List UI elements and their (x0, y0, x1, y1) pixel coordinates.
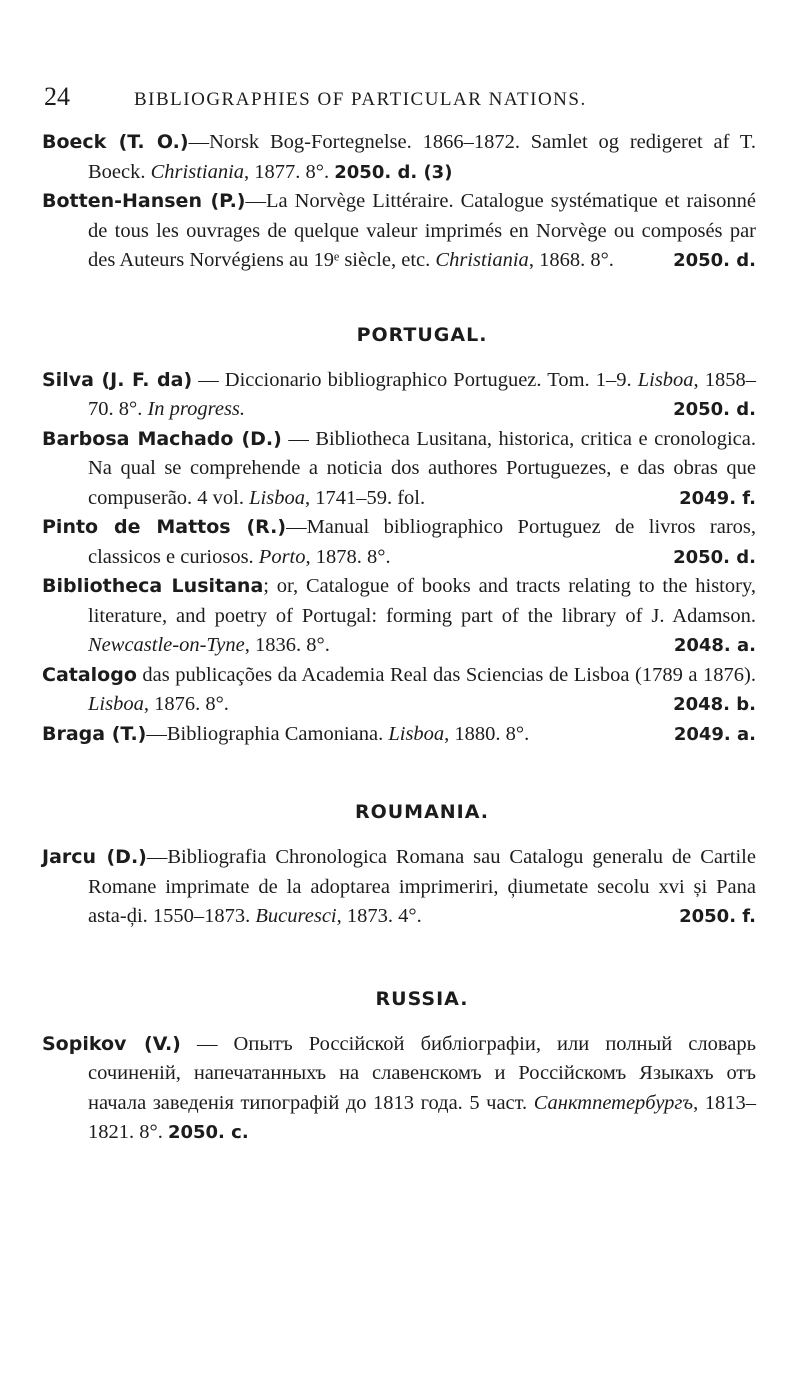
entry-place: Lisboa (249, 486, 305, 509)
shelfmark: 2050. f. (679, 906, 756, 927)
entry-braga (42, 720, 756, 750)
section-heading-russia: RUSSIA. (375, 987, 469, 1010)
entry-pinto-de-mattos (42, 513, 756, 572)
entry-boeck (42, 128, 756, 187)
entry-bibliotheca-lusitana (42, 572, 756, 661)
entry-sopikov (42, 1030, 756, 1148)
section-heading-portugal: PORTUGAL. (356, 323, 488, 346)
entry-text: —Norsk Bog-Fortegnelse. 1866–1872. Samlet og redigeret af T. Boeck. (88, 131, 756, 183)
entry-place: Christiania (150, 160, 245, 183)
entry-place: Lisboa (388, 722, 445, 745)
entry-tail: , 1873. 4°. (336, 905, 422, 927)
shelfmark: 2050. c. (167, 1122, 249, 1143)
entry-author: Botten-Hansen (P.) (42, 190, 246, 212)
entry-tail: , 1878. 8°. (305, 545, 391, 568)
entry-catalogo-academia (42, 661, 756, 720)
shelfmark: 2050. d. (3) (334, 161, 453, 183)
entry-status: In progress. (147, 398, 246, 420)
section-heading-roumania: ROUMANIA. (354, 801, 490, 823)
entry-author: Barbosa Machado (D.) (42, 427, 282, 450)
entry-tail: , 1858–70. 8°. (88, 368, 757, 420)
entry-tail: , 1836. 8°. (244, 634, 330, 656)
entry-text: — Опытъ Россійской библіографіи, или полный словарь сочиненій, напечатанныхъ на славенскомъ и Россійскомъ Языкахъ отъ начала заведенія типографій до 1813 года. 5 част. (88, 1032, 756, 1114)
entry-text: ; or, Catalogue of books and tracts relating to the history, literature, and poetry of Portugal: forming part of the library of J. Adamson. (88, 575, 756, 627)
entry-author: Pinto de Mattos (R.) (42, 516, 287, 538)
entry-text: —La Norvège Littéraire. Catalogue systématique et raisonné de tous les ouvrages de quelque valeur imprimés en Norvège ou composés par des Auteurs Norvégiens au 19ᵉ siècle, etc. (88, 190, 757, 271)
entry-place: Porto (258, 545, 306, 568)
entry-silva (42, 366, 756, 425)
entry-place: Bucuresci (255, 905, 337, 927)
entry-text: —Manual bibliographico Portuguez de livros raros, classicos e curiosos. (88, 516, 756, 568)
entry-author: Jarcu (D.) (42, 846, 147, 868)
entry-place: Lisboa (88, 693, 144, 715)
entry-place: Lisboa (637, 368, 694, 391)
shelfmark: 2048. a. (673, 635, 756, 656)
page-number: 24 (44, 82, 70, 111)
entry-tail: , 1880. 8°. (444, 722, 530, 745)
entry-author: Silva (J. F. da) (42, 368, 193, 391)
shelfmark: 2050. d. (673, 399, 756, 420)
running-head (44, 82, 756, 112)
shelfmark: 2050. d. (673, 546, 756, 568)
entry-tail: , 1741–59. fol. (304, 486, 426, 509)
shelfmark: 2048. b. (673, 694, 756, 715)
page-content (42, 128, 757, 1148)
entry-text: —Bibliografia Chronologica Romana sau Catalogu generalu de Cartile Romane imprimate de la adoptarea imprimeriri, ḑiumetate secolu xvi și Pana asta-ḑi. 1550–1873. (88, 846, 756, 927)
entry-text: — Diccionario bibliographico Portuguez. Tom. 1–9. (192, 368, 638, 391)
entry-place: Санктпетербургъ (533, 1091, 694, 1114)
entry-author: Catalogo (42, 663, 137, 686)
entry-author: Boeck (T. O.) (42, 131, 189, 153)
entry-tail: , 1876. 8°. (143, 693, 229, 715)
entry-botten-hansen (42, 187, 756, 276)
entry-text: —Bibliographia Camoniana. (146, 722, 389, 745)
shelfmark: 2049. f. (679, 487, 756, 509)
entry-place: Christiania (435, 249, 529, 271)
entry-text: das publicações da Academia Real das Sciencias de Lisboa (1789 a 1876). (136, 663, 756, 686)
shelfmark: 2049. a. (673, 723, 756, 745)
entry-tail: , 1813–1821. 8°. (88, 1091, 756, 1143)
entry-tail: , 1868. 8°. (528, 249, 614, 271)
entry-text: — Bibliotheca Lusitana, historica, critica e cronologica. Na qual se comprehende a noticia dos authores Portuguezes, e das obras que compuserão. 4 vol. (88, 427, 756, 509)
entry-tail: , 1877. 8°. (244, 160, 335, 183)
entry-barbosa-machado (42, 425, 756, 514)
shelfmark: 2050. d. (673, 250, 756, 271)
entry-place: Newcastle-on-Tyne (88, 634, 245, 656)
entry-author: Braga (T.) (42, 722, 147, 745)
running-head-title: BIBLIOGRAPHIES OF PARTICULAR NATIONS. (134, 89, 587, 110)
entry-author: Bibliotheca Lusitana (42, 575, 264, 597)
entry-jarcu (42, 843, 756, 932)
entry-author: Sopikov (V.) (42, 1032, 181, 1055)
